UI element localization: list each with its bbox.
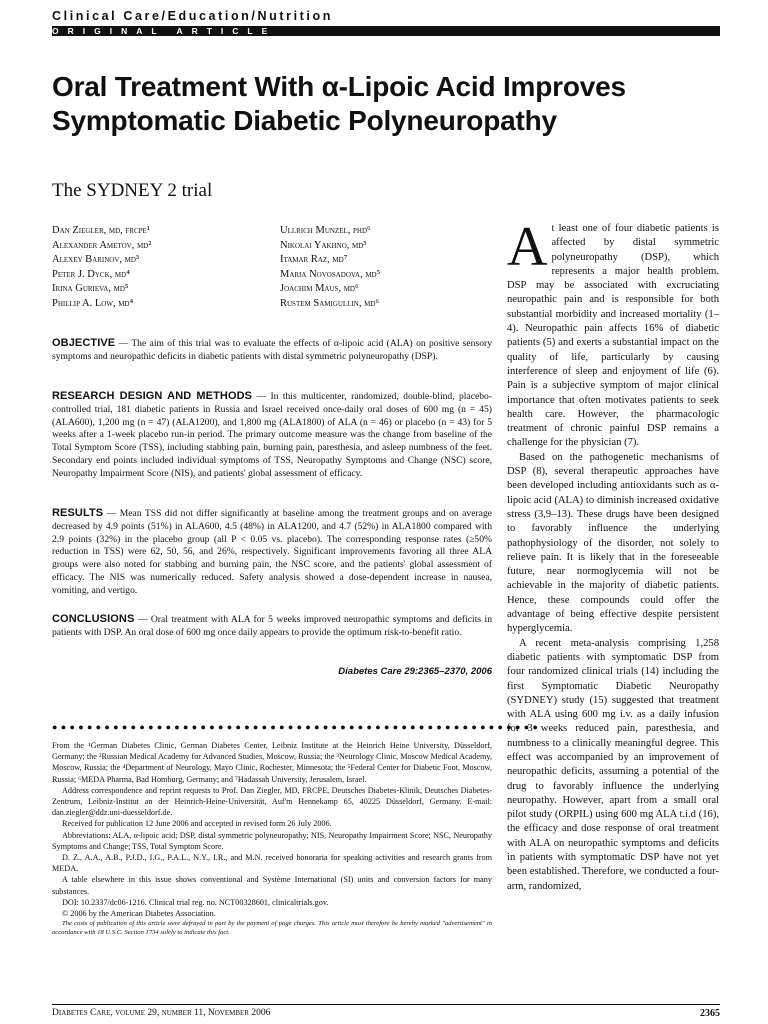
page-number: 2365 <box>700 1008 720 1019</box>
author-name: Joachim Maus, md⁶ <box>280 283 359 294</box>
drop-cap: A <box>507 216 548 278</box>
abstract-results <box>52 507 492 598</box>
body-paragraph: Based on the pathogenetic mechanisms of DSP (8), several therapeutic approaches have been developed including antioxidants such as α-lipoic acid (ALA) to diminish increased oxidative stress (3,9–13). These drugs have been designed to favorably influence the underlying pathophysiology of the disorder, not solely to relieve pain. It is likely that in the foreseeable future, near normoglycemia will not be achievable in the majority of diabetic patients. Hence, these compounds could offer the advantage of being effective despite persistent hyperglycemia. <box>507 451 719 635</box>
article-title: Oral Treatment With α-Lipoic Acid Improves Symptomatic Diabetic Polyneuropathy <box>52 71 626 136</box>
abstract-objective <box>52 337 492 364</box>
objective-heading: OBJECTIVE <box>52 337 116 349</box>
conclusions-heading: CONCLUSIONS <box>52 613 135 625</box>
methods-text: — In this multicenter, randomized, double-blind, placebo-controlled trial, 181 diabetic patients in Russia and Israel received once-daily oral doses of 600 mg (n = 45) (ALA600), 1,200 mg (n = 47) (ALA1200), and 1,800 mg (ALA1800) of ALA (n = 46) or placebo (n = 43) for 5 weeks after a 1-week placebo run-in period. The primary outcome measure was the change from baseline of the Total Symptom Score (TSS), including stabbing pain, burning pain, paresthesia, and asleep numbness of the feet. Secondary end points included individual symptoms of TSS, Neuropathy Symptoms and Change (NSC) score, Neuropathy Impairment Score (NIS), and patients' global assessment of efficacy. <box>52 391 492 479</box>
disclosures-note: D. Z., A.A., A.B., P.J.D., I.G., P.A.L., N.Y., I.R., and M.N. received honoraria for speaking activities and research grants from MEDA. <box>52 853 492 874</box>
doi-note: DOI: 10.2337/dc06-1216. Clinical trial reg. no. NCT00328601, clinicaltrials.gov. <box>62 897 329 907</box>
author-list-left <box>52 224 151 311</box>
abstract-conclusions <box>52 613 492 640</box>
footer-rule <box>52 1004 720 1005</box>
received-note: Received for publication 12 June 2006 and accepted in revised form 26 July 2006. <box>62 819 332 829</box>
author-name: Peter J. Dyck, md⁴ <box>52 268 130 280</box>
author-name: Maria Novosadova, md⁵ <box>280 268 381 280</box>
objective-text: — The aim of this trial was to evaluate the effects of α-lipoic acid (ALA) on positive sensory symptoms and neuropathic deficits in diabetic patients with distal symmetric polyneuropathy (DSP). <box>52 338 492 362</box>
body-paragraph-text: t least one of four diabetic patients is affected by distal symmetric polyneuropathy (DSP), which represents a major health problem. DSP may be associated with excruciating neuropathic pain and is responsible for both substantial morbidity and increased mortality (1–4). Neuropathic pain affects 16% of diabetic patients (5) and exerts a substantial impact on the quality of life, particularly by causing interference of sleep and enjoyment of life (6). Pain is a subjective symptom of major clinical importance that often motivates patients to seek health care. However, the pharmacologic treatment of chronic painful DSP remains a challenge for the physician (7). <box>507 223 719 449</box>
methods-heading: RESEARCH DESIGN AND METHODS <box>52 390 253 402</box>
results-heading: RESULTS <box>52 507 104 519</box>
body-paragraph: A recent meta-analysis comprising 1,258 diabetic patients with symptomatic DSP from four randomized clinical trials (14) including the first Symptomatic Diabetic Neuropathy (SYDNEY) study (15) suggested that treatment with ALA using 600 mg i.v. as a daily infusion for 3 weeks reduced pain, paresthesia, and numbness to a clinically meaningful degree. This effect was accompanied by an improvement of neuropathic deficits, assuming a potential of the drug to favorably influence the underlying neuropathy. However, apart from a small oral pilot study (ORPIL) using 600 mg ALA t.i.d (16), the efficacy and dose response of oral treatment with ALA on neuropathic symptoms and deficits in patients with symptomatic DSP have not yet been established. Therefore, we conducted a four-arm, randomized, <box>507 637 719 892</box>
conclusions-text: — Oral treatment with ALA for 5 weeks improved neuropathic symptoms and deficits in patients with DSP. An oral dose of 600 mg once daily appears to provide the optimum risk-to-benefit ratio. <box>52 614 492 638</box>
footnotes <box>52 740 492 937</box>
footer-journal: Diabetes Care, volume 29, number 11, November 2006 <box>52 1008 271 1018</box>
author-name: Irina Gurieva, md⁵ <box>52 283 129 294</box>
results-text: — Mean TSS did not differ significantly at baseline among the treatment groups and on average decreased by 4.9 points (51%) in ALA600, 4.5 (48%) in ALA1200, and 4.7 (52%) in ALA1800 compared with 2.9 points (32%) in the placebo group (all P < 0.05 vs. placebo). The corresponding response rates (≥50% reduction in TSS) were 62, 50, 56, and 26%, respectively. Significant improvements favoring all three ALA groups were also noted for stabbing and burning pain, the NSC score, and the patients' global assessment of efficacy. The NIS was numerically reduced. Safety analysis showed a dose-dependent increase in nausea, vomiting, and vertigo. <box>52 508 492 596</box>
copyright-note: © 2006 by the American Diabetes Association. <box>62 909 216 919</box>
body-text-column <box>507 216 719 894</box>
author-name: Ullrich Munzel, phd⁶ <box>280 225 371 236</box>
author-name: Itamar Raz, md⁷ <box>280 254 348 265</box>
author-name: Rustem Samigullin, md⁶ <box>280 297 380 309</box>
author-name: Alexander Ametov, md² <box>52 239 152 251</box>
table-note: A table elsewhere in this issue shows conventional and Système International (SI) units and conversion factors for many substances. <box>52 875 492 896</box>
author-name: Nikolai Yakhno, md³ <box>280 239 367 251</box>
author-name: Phillip A. Low, md⁴ <box>52 297 134 309</box>
body-paragraph <box>507 216 719 451</box>
journal-citation: Diabetes Care 29:2365–2370, 2006 <box>338 666 492 677</box>
section-label: Clinical Care/Education/Nutrition <box>52 9 333 23</box>
abstract-methods <box>52 390 492 481</box>
correspondence-note: Address correspondence and reprint requests to Prof. Dan Ziegler, MD, FRCPE, Deutsches Diabetes-Klinik, Deutsches Diabetes-Zentrum, Leibniz-Institut an der Heinrich-Heine-Universität, Auf'm Hennekamp 65, 40225 Düsseldorf, Germany. E-mail: dan.ziegler@ddz.uni-duesseldorf.de. <box>52 785 492 818</box>
abbreviations-note: Abbreviations: ALA, α-lipoic acid; DSP, distal symmetric polyneuropathy; NIS, Neuropathy Impairment Score; NSC, Neuropathy Symptoms and Change; TSS, Total Symptom Score. <box>52 830 492 851</box>
author-name: Dan Ziegler, md, frcpe¹ <box>52 225 150 236</box>
page-charges-note: The costs of publication of this article were defrayed in part by the payment of page charges. This article must therefore be hereby marked "advertisement" in accordance with 18 U.S.C. Section 1734 solely to indicate this fact. <box>52 920 492 937</box>
author-name: Alexey Barinov, md³ <box>52 254 140 265</box>
dotted-divider: ●●●●●●●●●●●●●●●●●●●●●●●●●●●●●●●●●●●●●●●●●●●●●●●●●●●●●●●● <box>52 722 542 732</box>
affiliations-note: From the ¹German Diabetes Clinic, German Diabetes Center, Leibniz Institute at the Heinrich Heine University, Düsseldorf, Germany; the ²Russian Medical Academy for Advanced Studies, Moscow, Russia; the ³Neurology Clinic, Moscow Medical Academy, Moscow, Russia; the ⁴Department of Neurology, Mayo Clinic, Rochester, Minnesota; the ⁵Federal Center for Diabetic Foot, Moscow, Russia; ⁶MEDA Pharma, Bad Homburg, Germany; and ⁷Hadassah University, Jerusalem, Israel. <box>52 741 492 784</box>
article-type-bar: ORIGINAL ARTICLE <box>52 26 720 36</box>
author-list-right <box>280 224 380 311</box>
article-subtitle: The SYDNEY 2 trial <box>52 180 213 201</box>
